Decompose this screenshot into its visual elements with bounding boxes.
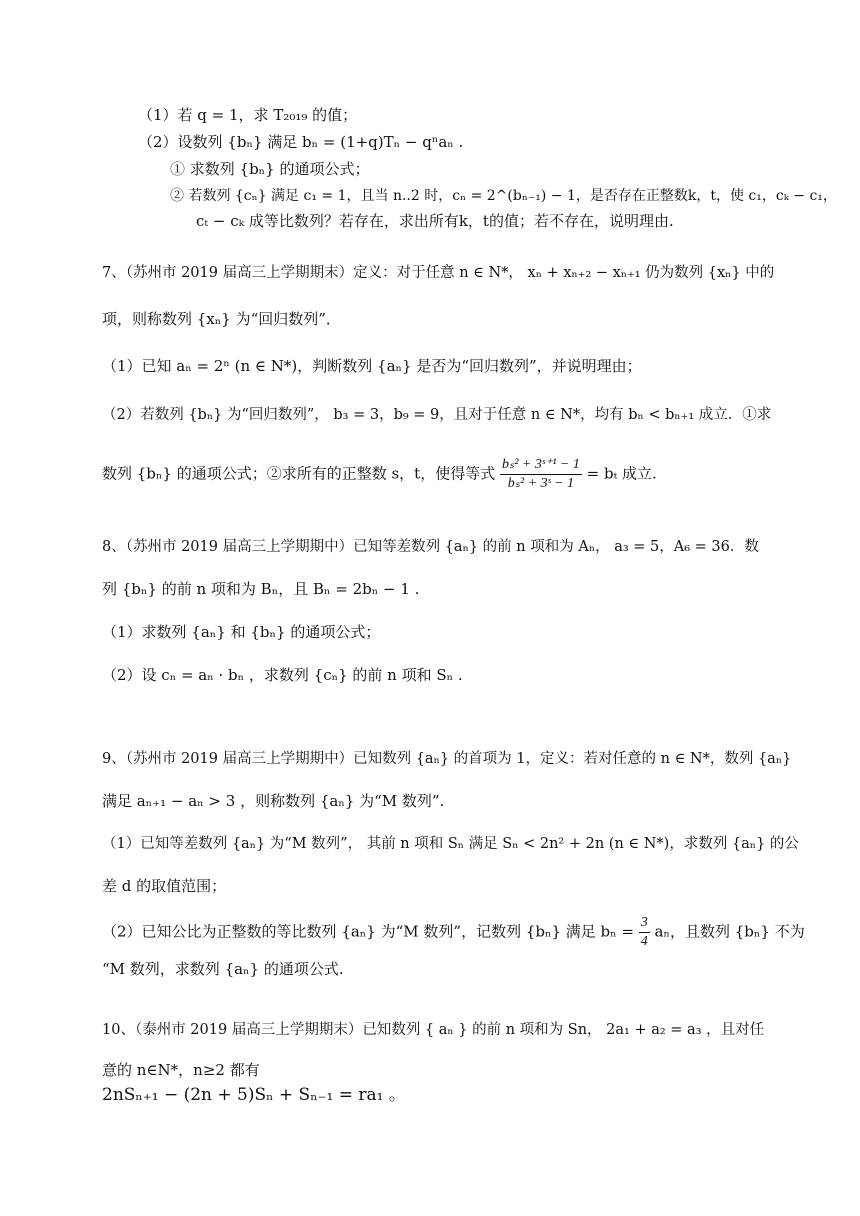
problem8-stem-cont: 列 {bₙ} 的前 n 项和为 Bₙ，且 Bₙ = 2bₙ − 1 . — [102, 580, 420, 598]
fraction-denominator: bₛ² + 3ˢ − 1 — [507, 476, 575, 491]
problem7-part1: （1）已知 aₙ = 2ⁿ (n ∈ N*)，判断数列 {aₙ} 是否为“回归数列”，并说明理由； — [102, 357, 642, 375]
problem9-stem: 9、（苏州市 2019 届高三上学期期中）已知数列 {aₙ} 的首项为 1，定义：若对任意的 n ∈ N*，数列 {aₙ} — [102, 751, 792, 767]
problem7-fraction — [500, 456, 582, 493]
fraction-numerator: 3 — [639, 914, 650, 933]
problem7-part2-text: 数列 {bₙ} 的通项公式；②求所有的正整数 s，t，使得等式 — [102, 464, 496, 483]
problem6-part1: （1）若 q = 1，求 T₂₀₁₉ 的值； — [138, 106, 358, 124]
problem6-sub1: ① 求数列 {bₙ} 的通项公式； — [170, 160, 370, 178]
problem9-part2 — [102, 914, 805, 951]
problem9-part2-text: （2）已知公比为正整数的等比数列 {aₙ} 为“M 数列”，记数列 {bₙ} 满足 bₙ = — [102, 922, 634, 941]
problem9-part2-tail: aₙ，且数列 {bₙ} 不为 — [654, 922, 805, 941]
problem8-stem: 8、（苏州市 2019 届高三上学期期中）已知等差数列 {aₙ} 的前 n 项和为 Aₙ， a₃ = 5，A₆ = 36．数 — [102, 539, 759, 555]
problem7-part2-tail: = bₜ 成立. — [586, 464, 657, 483]
problem10-equation: 2nSₙ₊₁ − (2n + 5)Sₙ + Sₙ₋₁ = ra₁ 。 — [102, 1085, 406, 1105]
problem10-stem: 10、（泰州市 2019 届高三上学期期末）已知数列 { aₙ } 的前 n 项和为 Sn， 2a₁ + a₂ = a₃ ，且对任 — [102, 1022, 765, 1038]
problem9-part2-cont: “M 数列，求数列 {aₙ} 的通项公式. — [102, 960, 344, 978]
problem6-part2: （2）设数列 {bₙ} 满足 bₙ = (1+q)Tₙ − qⁿaₙ . — [138, 133, 464, 151]
fraction-denominator: 4 — [640, 934, 648, 949]
fraction-numerator: bₛ² + 3ˢ⁺¹ − 1 — [500, 456, 582, 475]
problem7-part2: （2）若数列 {bₙ} 为“回归数列”， b₃ = 3，b₉ = 9，且对于任意 n ∈ N*，均有 bₙ < bₙ₊₁ 成立．①求 — [102, 407, 772, 423]
problem9-part1: （1）已知等差数列 {aₙ} 为“M 数列”， 其前 n 项和 Sₙ 满足 Sₙ < 2n² + 2n (n ∈ N*)，求数列 {aₙ} 的公 — [102, 836, 799, 852]
problem9-part1-cont: 差 d 的取值范围； — [102, 877, 227, 895]
problem10-stem-cont: 意的 n∈N*，n≥2 都有 — [102, 1061, 260, 1079]
problem8-part2: （2）设 cₙ = aₙ · bₙ ，求数列 {cₙ} 的前 n 项和 Sₙ . — [102, 666, 463, 684]
problem7-part2-cont — [102, 456, 657, 493]
problem6-sub2: ② 若数列 {cₙ} 满足 c₁ = 1，且当 n..2 时，cₙ = 2^(bₙ₋₁) − 1，是否存在正整数k，t，使 c₁，cₖ − c₁， — [170, 188, 837, 204]
problem9-fraction — [639, 914, 650, 951]
problem7-stem: 7、（苏州市 2019 届高三上学期期末）定义：对于任意 n ∈ N*， xₙ + xₙ₊₂ − xₙ₊₁ 仍为数列 {xₙ} 中的 — [102, 265, 775, 281]
problem7-stem-cont: 项，则称数列 {xₙ} 为“回归数列”． — [102, 310, 341, 328]
problem6-sub2-cont: cₜ − cₖ 成等比数列？若存在，求出所有k，t的值；若不存在，说明理由. — [196, 212, 674, 230]
problem8-part1: （1）求数列 {aₙ} 和 {bₙ} 的通项公式； — [102, 623, 381, 641]
problem9-stem-cont: 满足 aₙ₊₁ − aₙ > 3 ，则称数列 {aₙ} 为“M 数列”. — [102, 792, 445, 810]
